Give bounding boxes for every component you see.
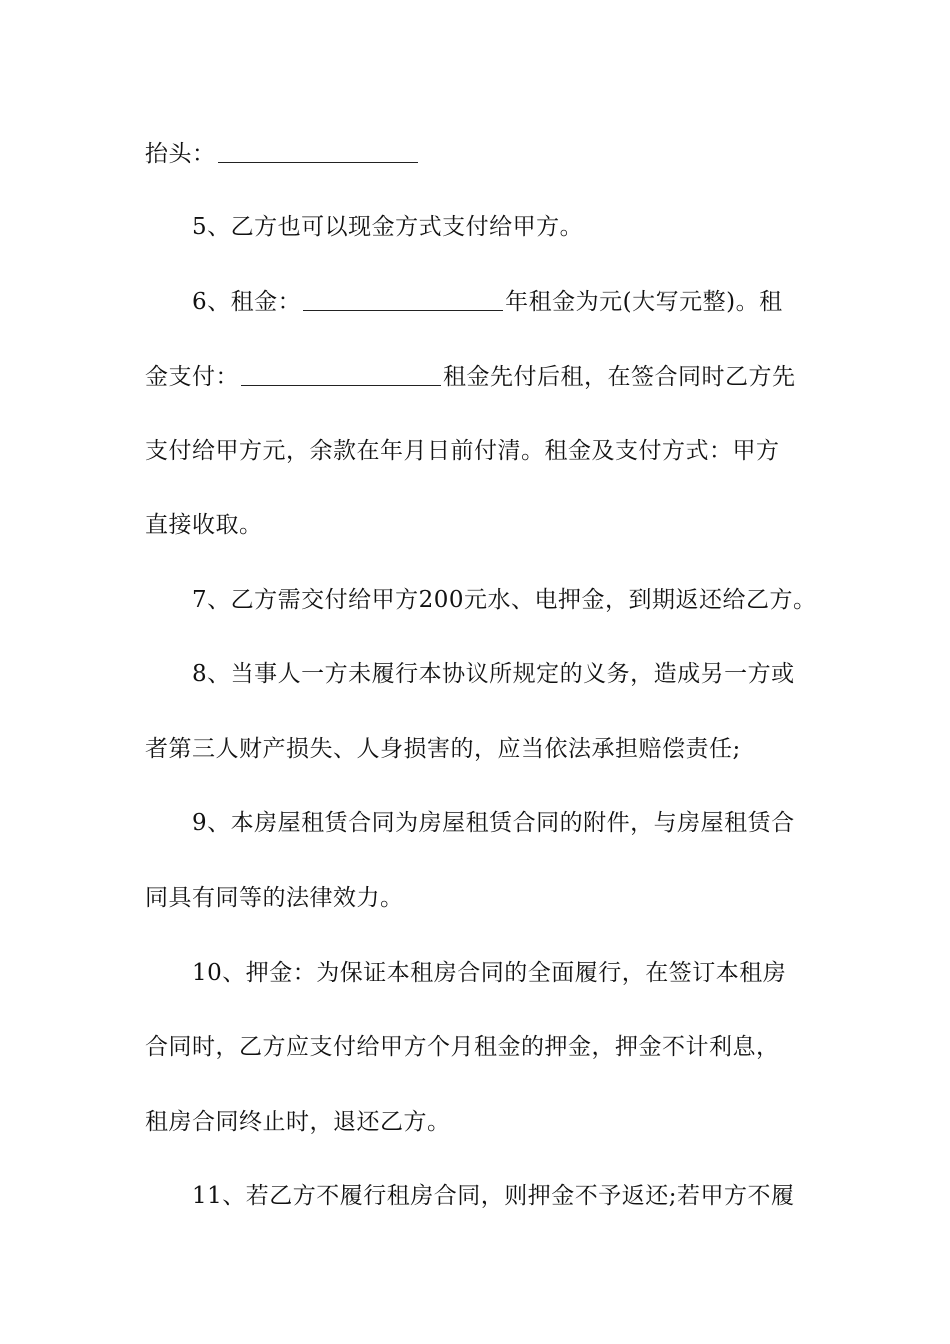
line-text: 合同时，乙方应支付给甲方个月租金的押金，押金不计利息， [145, 1034, 780, 1060]
line-text: 5、乙方也可以现金方式支付给甲方。 [192, 214, 584, 240]
line-text: 9、本房屋租赁合同为房屋租赁合同的附件，与房屋租赁合 [192, 810, 795, 836]
line-text: 支付给甲方元，余款在年月日前付清。租金及支付方式：甲方 [145, 438, 780, 464]
line-text: 7、乙方需交付给甲方200元水、电押金，到期返还给乙方。 [192, 587, 817, 613]
line-text: 11、若乙方不履行租房合同，则押金不予返还;若甲方不履 [192, 1183, 795, 1209]
fill-in-blank [303, 288, 503, 311]
clause-6-line-3 [145, 436, 825, 466]
clause-9-line-2 [145, 883, 825, 913]
clause-5 [192, 212, 872, 242]
line-text: 8、当事人一方未履行本协议所规定的义务，造成另一方或 [192, 661, 795, 687]
line-text: 租房合同终止时，退还乙方。 [145, 1109, 451, 1135]
clause-9-line-1 [192, 808, 872, 838]
clause-6-line-4 [145, 510, 825, 540]
line-text: 10、押金：为保证本租房合同的全面履行，在签订本租房 [192, 960, 787, 986]
clause-10-line-2 [145, 1032, 825, 1062]
line-text: 年租金为元(大写元整)。租 [505, 289, 783, 315]
line-text: 6、租金： [192, 289, 302, 315]
clause-8-line-1 [192, 659, 872, 689]
clause-10-line-1 [192, 958, 872, 988]
clause-10-line-3 [145, 1107, 825, 1137]
fill-in-blank [241, 363, 441, 386]
line-text: 金支付： [145, 364, 239, 390]
clause-6-line-2 [145, 362, 825, 392]
clause-7 [192, 585, 872, 615]
fill-in-blank [218, 140, 418, 163]
line-text: 直接收取。 [145, 512, 263, 538]
clause-6-line-1 [192, 287, 872, 317]
line-text: 抬头： [145, 141, 216, 167]
clause-11-line-1 [192, 1181, 872, 1211]
text-line-header [145, 139, 825, 169]
line-text: 同具有同等的法律效力。 [145, 885, 404, 911]
line-text: 者第三人财产损失、人身损害的，应当依法承担赔偿责任; [145, 736, 741, 762]
line-text: 租金先付后租，在签合同时乙方先 [443, 364, 796, 390]
clause-8-line-2 [145, 734, 825, 764]
